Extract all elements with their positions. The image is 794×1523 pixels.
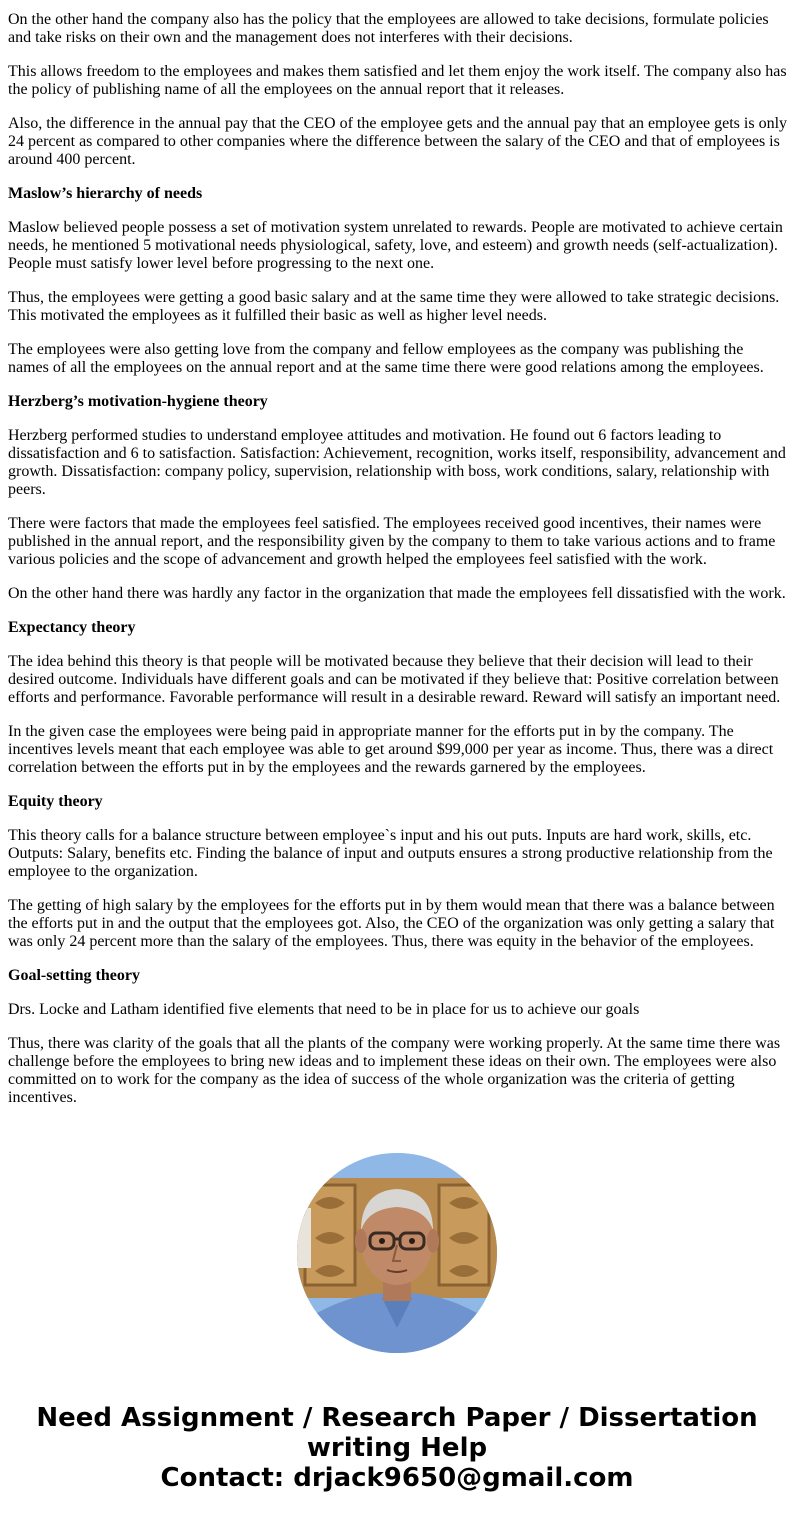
paragraph: On the other hand the company also has the policy that the employees are allowed to take decisions, formulate policies and take risks on their own and the management does not interferes with their decisions. (8, 11, 769, 46)
paragraph: Herzberg performed studies to understand employee attitudes and motivation. He found out 6 factors leading to dissatisfaction and 6 to satisfaction. Satisfaction: Achievement, recognition, works itself, responsibility, advancement and growth. Dissatisfaction: company policy, supervision, relationship with boss, work conditions, salary, relationship with peers. (8, 427, 786, 498)
paragraph: Drs. Locke and Latham identified five elements that need to be in place for us to achieve our goals (8, 1001, 640, 1018)
contact-banner (0, 1403, 794, 1493)
author-photo-illustration (297, 1153, 497, 1353)
cta-headline: Need Assignment / Research Paper / Dissertation writing Help (36, 1403, 758, 1463)
paragraph: This theory calls for a balance structure between employee`s input and his out puts. Inputs are hard work, skills, etc. Outputs: Salary, benefits etc. Finding the balance of input and outputs ensures a strong productive relationship from the employee to the organization. (8, 827, 773, 880)
paragraph: The employees were also getting love from the company and fellow employees as the company was publishing the names of all the employees on the annual report and at the same time there were good relations among the employees. (8, 341, 764, 376)
section-heading-goal-setting: Goal-setting theory (8, 967, 140, 984)
author-avatar (297, 1153, 497, 1353)
paragraph: On the other hand there was hardly any factor in the organization that made the employees fell dissatisfied with the work. (8, 585, 786, 602)
paragraph: This allows freedom to the employees and makes them satisfied and let them enjoy the work itself. The company also has the policy of publishing name of all the employees on the annual report that it releases. (8, 63, 787, 98)
paragraph: Thus, the employees were getting a good basic salary and at the same time they were allowed to take strategic decisions. This motivated the employees as it fulfilled their basic as well as higher level needs. (8, 289, 780, 324)
paragraph: In the given case the employees were being paid in appropriate manner for the efforts put in by the company. The incentives levels meant that each employee was able to get around $99,000 per year as income. Thus, there was a direct correlation between the efforts put in by the employees and the rewards garnered by the employees. (8, 723, 774, 776)
section-heading-equity: Equity theory (8, 793, 103, 810)
section-heading-herzberg: Herzberg’s motivation-hygiene theory (8, 393, 268, 410)
paragraph: There were factors that made the employees feel satisfied. The employees received good incentives, their names were published in the annual report, and the responsibility given by the company to them to take various actions and to frame various policies and the scope of advancement and growth helped the employees feel satisfied with the work. (8, 515, 776, 568)
paragraph: Also, the difference in the annual pay that the CEO of the employee gets and the annual pay that an employee gets is only 24 percent as compared to other companies where the difference between the salary of the CEO and that of employees is around 400 percent. (8, 115, 788, 168)
section-heading-expectancy: Expectancy theory (8, 619, 136, 636)
paragraph: Maslow believed people possess a set of motivation system unrelated to rewards. People are motivated to achieve certain needs, he mentioned 5 motivational needs physiological, safety, love, and esteem) and growth needs (self-actualization). People must satisfy lower level before progressing to the next one. (8, 219, 783, 272)
section-heading-maslow: Maslow’s hierarchy of needs (8, 185, 203, 202)
paragraph: The getting of high salary by the employees for the efforts put in by them would mean that there was a balance between the efforts put in and the output that the employees got. Also, the CEO of the organization was only getting a salary that was only 24 percent more than the salary of the employees. Thus, there was equity in the behavior of the employees. (8, 897, 775, 950)
paragraph: Thus, there was clarity of the goals that all the plants of the company were working properly. At the same time there was challenge before the employees to bring new ideas and to implement these ideas on their own. The employees were also committed on to work for the company as the idea of success of the whole organization was the criteria of getting incentives. (8, 1035, 781, 1106)
paragraph: The idea behind this theory is that people will be motivated because they believe that their decision will lead to their desired outcome. Individuals have different goals and can be motivated if they believe that: Positive correlation between efforts and performance. Favorable performance will result in a desirable reward. Reward will satisfy an important need. (8, 653, 781, 706)
article-body (8, 11, 788, 1123)
cta-contact-email: Contact: drjack9650@gmail.com (160, 1463, 634, 1493)
